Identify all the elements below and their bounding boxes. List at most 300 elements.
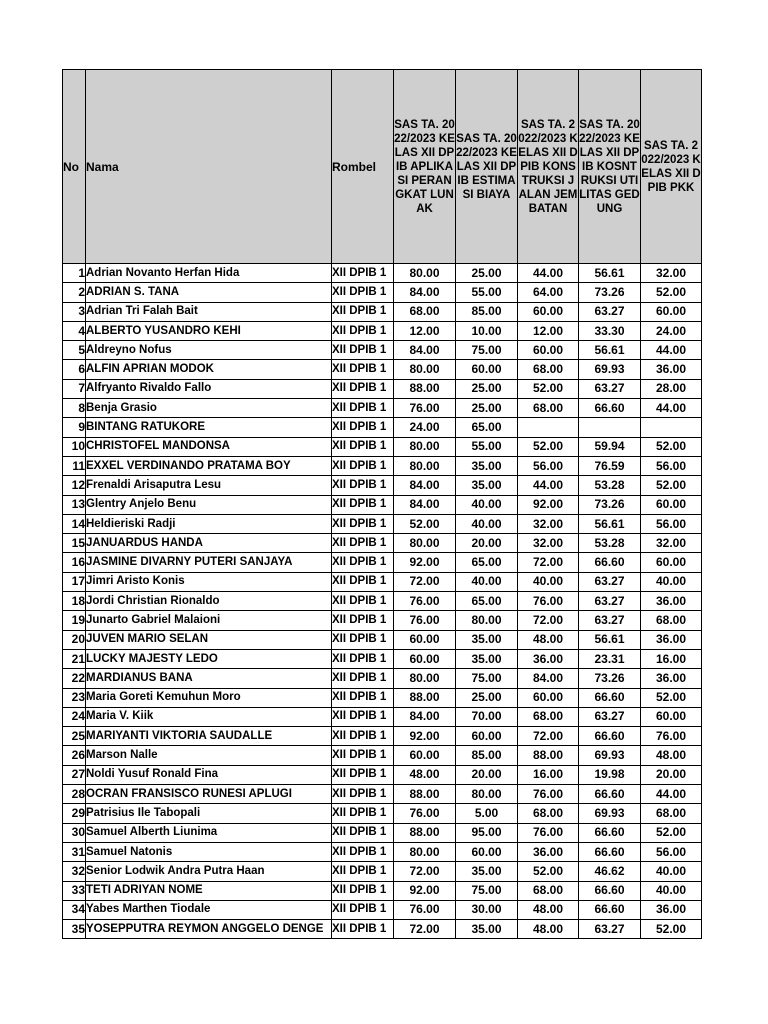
cell-aplikasi-perangkat-lunak: 84.00 bbox=[394, 283, 456, 302]
cell-konstruksi-utilitas-gedung: 56.61 bbox=[579, 264, 641, 283]
cell-rombel: XII DPIB 1 bbox=[332, 900, 394, 919]
header-konstruksi-utilitas-gedung: SAS TA. 2022/2023 KELAS XII DPIB KOSNTRUKSI UTILITAS GEDUNG bbox=[579, 70, 641, 264]
cell-estimasi-biaya: 75.00 bbox=[456, 341, 518, 360]
cell-estimasi-biaya: 30.00 bbox=[456, 900, 518, 919]
cell-konstruksi-utilitas-gedung: 56.61 bbox=[579, 514, 641, 533]
cell-nama: Patrisius Ile Tabopali bbox=[86, 804, 332, 823]
cell-no: 7 bbox=[63, 379, 86, 398]
table-row bbox=[63, 360, 702, 379]
cell-aplikasi-perangkat-lunak: 76.00 bbox=[394, 804, 456, 823]
header-no: No bbox=[63, 70, 86, 264]
cell-rombel: XII DPIB 1 bbox=[332, 264, 394, 283]
cell-no: 16 bbox=[63, 553, 86, 572]
cell-estimasi-biaya: 20.00 bbox=[456, 534, 518, 553]
cell-konstruksi-utilitas-gedung bbox=[579, 418, 641, 437]
cell-no: 4 bbox=[63, 321, 86, 340]
cell-pkk: 48.00 bbox=[641, 746, 702, 765]
cell-nama: LUCKY MAJESTY LEDO bbox=[86, 649, 332, 668]
cell-rombel: XII DPIB 1 bbox=[332, 283, 394, 302]
cell-pkk bbox=[641, 418, 702, 437]
cell-no: 27 bbox=[63, 765, 86, 784]
cell-aplikasi-perangkat-lunak: 76.00 bbox=[394, 399, 456, 418]
cell-pkk: 56.00 bbox=[641, 842, 702, 861]
cell-konstruksi-utilitas-gedung: 76.59 bbox=[579, 456, 641, 475]
cell-konstruksi-jalan-jembatan: 68.00 bbox=[518, 707, 579, 726]
cell-rombel: XII DPIB 1 bbox=[332, 881, 394, 900]
cell-konstruksi-utilitas-gedung: 53.28 bbox=[579, 534, 641, 553]
cell-estimasi-biaya: 20.00 bbox=[456, 765, 518, 784]
cell-no: 21 bbox=[63, 649, 86, 668]
cell-nama: Samuel Alberth Liunima bbox=[86, 823, 332, 842]
cell-pkk: 40.00 bbox=[641, 862, 702, 881]
cell-pkk: 52.00 bbox=[641, 688, 702, 707]
header-rombel: Rombel bbox=[332, 70, 394, 264]
cell-konstruksi-jalan-jembatan: 72.00 bbox=[518, 553, 579, 572]
table-row bbox=[63, 611, 702, 630]
cell-no: 35 bbox=[63, 920, 86, 939]
header-aplikasi-perangkat-lunak: SAS TA. 2022/2023 KELAS XII DPIB APLIKASI PERANGKAT LUNAK bbox=[394, 70, 456, 264]
cell-nama: MARIYANTI VIKTORIA SAUDALLE bbox=[86, 727, 332, 746]
cell-rombel: XII DPIB 1 bbox=[332, 630, 394, 649]
cell-rombel: XII DPIB 1 bbox=[332, 727, 394, 746]
cell-nama: Frenaldi Arisaputra Lesu bbox=[86, 476, 332, 495]
cell-konstruksi-utilitas-gedung: 73.26 bbox=[579, 495, 641, 514]
cell-konstruksi-utilitas-gedung: 69.93 bbox=[579, 360, 641, 379]
cell-no: 32 bbox=[63, 862, 86, 881]
cell-no: 1 bbox=[63, 264, 86, 283]
cell-pkk: 56.00 bbox=[641, 514, 702, 533]
cell-nama: Aldreyno Nofus bbox=[86, 341, 332, 360]
cell-konstruksi-utilitas-gedung: 63.27 bbox=[579, 572, 641, 591]
cell-rombel: XII DPIB 1 bbox=[332, 862, 394, 881]
cell-nama: ADRIAN S. TANA bbox=[86, 283, 332, 302]
cell-konstruksi-utilitas-gedung: 33.30 bbox=[579, 321, 641, 340]
cell-aplikasi-perangkat-lunak: 24.00 bbox=[394, 418, 456, 437]
cell-nama: JANUARDUS HANDA bbox=[86, 534, 332, 553]
cell-rombel: XII DPIB 1 bbox=[332, 707, 394, 726]
cell-nama: Benja Grasio bbox=[86, 399, 332, 418]
table-row bbox=[63, 283, 702, 302]
table-row bbox=[63, 379, 702, 398]
cell-konstruksi-utilitas-gedung: 56.61 bbox=[579, 341, 641, 360]
cell-no: 33 bbox=[63, 881, 86, 900]
cell-estimasi-biaya: 60.00 bbox=[456, 360, 518, 379]
cell-konstruksi-utilitas-gedung: 63.27 bbox=[579, 302, 641, 321]
cell-nama: CHRISTOFEL MANDONSA bbox=[86, 437, 332, 456]
cell-estimasi-biaya: 25.00 bbox=[456, 379, 518, 398]
cell-pkk: 16.00 bbox=[641, 649, 702, 668]
cell-konstruksi-jalan-jembatan: 32.00 bbox=[518, 514, 579, 533]
cell-pkk: 36.00 bbox=[641, 669, 702, 688]
cell-pkk: 40.00 bbox=[641, 572, 702, 591]
table-row bbox=[63, 746, 702, 765]
cell-pkk: 60.00 bbox=[641, 553, 702, 572]
cell-pkk: 36.00 bbox=[641, 900, 702, 919]
cell-estimasi-biaya: 5.00 bbox=[456, 804, 518, 823]
cell-konstruksi-utilitas-gedung: 63.27 bbox=[579, 592, 641, 611]
cell-pkk: 20.00 bbox=[641, 765, 702, 784]
cell-estimasi-biaya: 40.00 bbox=[456, 572, 518, 591]
cell-konstruksi-jalan-jembatan: 52.00 bbox=[518, 862, 579, 881]
cell-rombel: XII DPIB 1 bbox=[332, 592, 394, 611]
cell-konstruksi-jalan-jembatan: 52.00 bbox=[518, 437, 579, 456]
cell-rombel: XII DPIB 1 bbox=[332, 669, 394, 688]
table-row bbox=[63, 707, 702, 726]
cell-konstruksi-jalan-jembatan: 92.00 bbox=[518, 495, 579, 514]
cell-nama: JUVEN MARIO SELAN bbox=[86, 630, 332, 649]
cell-pkk: 52.00 bbox=[641, 476, 702, 495]
cell-estimasi-biaya: 65.00 bbox=[456, 553, 518, 572]
cell-aplikasi-perangkat-lunak: 72.00 bbox=[394, 920, 456, 939]
cell-nama: TETI ADRIYAN NOME bbox=[86, 881, 332, 900]
cell-estimasi-biaya: 35.00 bbox=[456, 476, 518, 495]
cell-pkk: 52.00 bbox=[641, 920, 702, 939]
table-row bbox=[63, 804, 702, 823]
cell-rombel: XII DPIB 1 bbox=[332, 534, 394, 553]
cell-aplikasi-perangkat-lunak: 76.00 bbox=[394, 900, 456, 919]
cell-konstruksi-utilitas-gedung: 66.60 bbox=[579, 727, 641, 746]
cell-pkk: 56.00 bbox=[641, 456, 702, 475]
table-row bbox=[63, 920, 702, 939]
cell-konstruksi-jalan-jembatan: 88.00 bbox=[518, 746, 579, 765]
cell-nama: Junarto Gabriel Malaioni bbox=[86, 611, 332, 630]
cell-konstruksi-jalan-jembatan bbox=[518, 418, 579, 437]
table-row bbox=[63, 302, 702, 321]
cell-konstruksi-jalan-jembatan: 16.00 bbox=[518, 765, 579, 784]
cell-no: 34 bbox=[63, 900, 86, 919]
cell-aplikasi-perangkat-lunak: 80.00 bbox=[394, 264, 456, 283]
cell-konstruksi-utilitas-gedung: 63.27 bbox=[579, 379, 641, 398]
cell-konstruksi-utilitas-gedung: 66.60 bbox=[579, 842, 641, 861]
cell-nama: Adrian Novanto Herfan Hida bbox=[86, 264, 332, 283]
cell-estimasi-biaya: 95.00 bbox=[456, 823, 518, 842]
cell-estimasi-biaya: 80.00 bbox=[456, 785, 518, 804]
cell-pkk: 60.00 bbox=[641, 302, 702, 321]
cell-no: 3 bbox=[63, 302, 86, 321]
cell-nama: Noldi Yusuf Ronald Fina bbox=[86, 765, 332, 784]
cell-nama: Jordi Christian Rionaldo bbox=[86, 592, 332, 611]
cell-konstruksi-utilitas-gedung: 69.93 bbox=[579, 804, 641, 823]
cell-konstruksi-jalan-jembatan: 40.00 bbox=[518, 572, 579, 591]
cell-konstruksi-jalan-jembatan: 32.00 bbox=[518, 534, 579, 553]
cell-no: 12 bbox=[63, 476, 86, 495]
cell-aplikasi-perangkat-lunak: 84.00 bbox=[394, 341, 456, 360]
cell-no: 15 bbox=[63, 534, 86, 553]
cell-rombel: XII DPIB 1 bbox=[332, 302, 394, 321]
cell-pkk: 44.00 bbox=[641, 399, 702, 418]
cell-aplikasi-perangkat-lunak: 52.00 bbox=[394, 514, 456, 533]
table-row bbox=[63, 495, 702, 514]
cell-konstruksi-jalan-jembatan: 68.00 bbox=[518, 399, 579, 418]
cell-konstruksi-utilitas-gedung: 19.98 bbox=[579, 765, 641, 784]
cell-pkk: 60.00 bbox=[641, 707, 702, 726]
cell-aplikasi-perangkat-lunak: 48.00 bbox=[394, 765, 456, 784]
cell-pkk: 76.00 bbox=[641, 727, 702, 746]
cell-rombel: XII DPIB 1 bbox=[332, 572, 394, 591]
cell-konstruksi-jalan-jembatan: 76.00 bbox=[518, 592, 579, 611]
cell-nama: Jimri Aristo Konis bbox=[86, 572, 332, 591]
table-row bbox=[63, 842, 702, 861]
cell-estimasi-biaya: 55.00 bbox=[456, 437, 518, 456]
header-nama: Nama bbox=[86, 70, 332, 264]
cell-konstruksi-utilitas-gedung: 66.60 bbox=[579, 553, 641, 572]
cell-no: 31 bbox=[63, 842, 86, 861]
cell-konstruksi-utilitas-gedung: 56.61 bbox=[579, 630, 641, 649]
cell-estimasi-biaya: 80.00 bbox=[456, 611, 518, 630]
cell-aplikasi-perangkat-lunak: 92.00 bbox=[394, 553, 456, 572]
cell-no: 29 bbox=[63, 804, 86, 823]
cell-aplikasi-perangkat-lunak: 60.00 bbox=[394, 746, 456, 765]
cell-nama: Glentry Anjelo Benu bbox=[86, 495, 332, 514]
cell-nama: MARDIANUS BANA bbox=[86, 669, 332, 688]
cell-konstruksi-jalan-jembatan: 60.00 bbox=[518, 688, 579, 707]
cell-nama: ALFIN APRIAN MODOK bbox=[86, 360, 332, 379]
cell-aplikasi-perangkat-lunak: 72.00 bbox=[394, 862, 456, 881]
cell-rombel: XII DPIB 1 bbox=[332, 688, 394, 707]
cell-pkk: 44.00 bbox=[641, 341, 702, 360]
cell-konstruksi-jalan-jembatan: 48.00 bbox=[518, 630, 579, 649]
cell-nama: Maria V. Kiik bbox=[86, 707, 332, 726]
cell-konstruksi-jalan-jembatan: 60.00 bbox=[518, 302, 579, 321]
table-row bbox=[63, 321, 702, 340]
cell-konstruksi-jalan-jembatan: 84.00 bbox=[518, 669, 579, 688]
table-row bbox=[63, 437, 702, 456]
cell-estimasi-biaya: 25.00 bbox=[456, 688, 518, 707]
cell-estimasi-biaya: 40.00 bbox=[456, 495, 518, 514]
cell-aplikasi-perangkat-lunak: 92.00 bbox=[394, 727, 456, 746]
cell-no: 17 bbox=[63, 572, 86, 591]
cell-aplikasi-perangkat-lunak: 80.00 bbox=[394, 360, 456, 379]
cell-no: 5 bbox=[63, 341, 86, 360]
cell-estimasi-biaya: 40.00 bbox=[456, 514, 518, 533]
cell-aplikasi-perangkat-lunak: 72.00 bbox=[394, 572, 456, 591]
cell-aplikasi-perangkat-lunak: 60.00 bbox=[394, 630, 456, 649]
cell-no: 22 bbox=[63, 669, 86, 688]
table-row bbox=[63, 592, 702, 611]
cell-rombel: XII DPIB 1 bbox=[332, 785, 394, 804]
cell-pkk: 68.00 bbox=[641, 804, 702, 823]
cell-nama: Heldieriski Radji bbox=[86, 514, 332, 533]
cell-estimasi-biaya: 85.00 bbox=[456, 746, 518, 765]
cell-nama: Adrian Tri Falah Bait bbox=[86, 302, 332, 321]
cell-rombel: XII DPIB 1 bbox=[332, 456, 394, 475]
cell-konstruksi-utilitas-gedung: 63.27 bbox=[579, 611, 641, 630]
cell-pkk: 52.00 bbox=[641, 437, 702, 456]
cell-konstruksi-jalan-jembatan: 44.00 bbox=[518, 476, 579, 495]
cell-rombel: XII DPIB 1 bbox=[332, 379, 394, 398]
cell-no: 10 bbox=[63, 437, 86, 456]
cell-aplikasi-perangkat-lunak: 68.00 bbox=[394, 302, 456, 321]
cell-estimasi-biaya: 60.00 bbox=[456, 727, 518, 746]
cell-konstruksi-utilitas-gedung: 66.60 bbox=[579, 785, 641, 804]
cell-konstruksi-utilitas-gedung: 46.62 bbox=[579, 862, 641, 881]
cell-estimasi-biaya: 65.00 bbox=[456, 592, 518, 611]
cell-no: 14 bbox=[63, 514, 86, 533]
cell-estimasi-biaya: 25.00 bbox=[456, 264, 518, 283]
header-estimasi-biaya: SAS TA. 2022/2023 KELAS XII DPIB ESTIMASI BIAYA bbox=[456, 70, 518, 264]
cell-nama: Alfryanto Rivaldo Fallo bbox=[86, 379, 332, 398]
cell-pkk: 32.00 bbox=[641, 534, 702, 553]
cell-konstruksi-utilitas-gedung: 59.94 bbox=[579, 437, 641, 456]
cell-nama: BINTANG RATUKORE bbox=[86, 418, 332, 437]
cell-rombel: XII DPIB 1 bbox=[332, 418, 394, 437]
cell-aplikasi-perangkat-lunak: 84.00 bbox=[394, 495, 456, 514]
cell-konstruksi-utilitas-gedung: 63.27 bbox=[579, 707, 641, 726]
table-row bbox=[63, 418, 702, 437]
cell-konstruksi-jalan-jembatan: 72.00 bbox=[518, 611, 579, 630]
cell-estimasi-biaya: 75.00 bbox=[456, 669, 518, 688]
cell-aplikasi-perangkat-lunak: 60.00 bbox=[394, 649, 456, 668]
cell-konstruksi-utilitas-gedung: 53.28 bbox=[579, 476, 641, 495]
cell-no: 30 bbox=[63, 823, 86, 842]
table-row bbox=[63, 785, 702, 804]
cell-rombel: XII DPIB 1 bbox=[332, 399, 394, 418]
cell-nama: JASMINE DIVARNY PUTERI SANJAYA bbox=[86, 553, 332, 572]
table-row bbox=[63, 649, 702, 668]
cell-konstruksi-utilitas-gedung: 69.93 bbox=[579, 746, 641, 765]
cell-konstruksi-jalan-jembatan: 68.00 bbox=[518, 804, 579, 823]
cell-no: 13 bbox=[63, 495, 86, 514]
cell-aplikasi-perangkat-lunak: 88.00 bbox=[394, 688, 456, 707]
cell-no: 25 bbox=[63, 727, 86, 746]
cell-konstruksi-jalan-jembatan: 36.00 bbox=[518, 649, 579, 668]
cell-aplikasi-perangkat-lunak: 80.00 bbox=[394, 437, 456, 456]
cell-pkk: 44.00 bbox=[641, 785, 702, 804]
cell-konstruksi-jalan-jembatan: 60.00 bbox=[518, 341, 579, 360]
cell-nama: EXXEL VERDINANDO PRATAMA BOY bbox=[86, 456, 332, 475]
cell-nama: Maria Goreti Kemuhun Moro bbox=[86, 688, 332, 707]
cell-konstruksi-jalan-jembatan: 68.00 bbox=[518, 360, 579, 379]
cell-pkk: 36.00 bbox=[641, 592, 702, 611]
table-header bbox=[63, 70, 702, 264]
cell-konstruksi-jalan-jembatan: 12.00 bbox=[518, 321, 579, 340]
cell-pkk: 24.00 bbox=[641, 321, 702, 340]
cell-no: 9 bbox=[63, 418, 86, 437]
cell-rombel: XII DPIB 1 bbox=[332, 842, 394, 861]
table-row bbox=[63, 534, 702, 553]
cell-no: 11 bbox=[63, 456, 86, 475]
cell-estimasi-biaya: 35.00 bbox=[456, 630, 518, 649]
cell-estimasi-biaya: 65.00 bbox=[456, 418, 518, 437]
cell-aplikasi-perangkat-lunak: 76.00 bbox=[394, 611, 456, 630]
cell-no: 28 bbox=[63, 785, 86, 804]
cell-no: 8 bbox=[63, 399, 86, 418]
cell-konstruksi-utilitas-gedung: 66.60 bbox=[579, 881, 641, 900]
cell-konstruksi-jalan-jembatan: 44.00 bbox=[518, 264, 579, 283]
cell-aplikasi-perangkat-lunak: 80.00 bbox=[394, 842, 456, 861]
header-pkk: SAS TA. 2022/2023 KELAS XII DPIB PKK bbox=[641, 70, 702, 264]
cell-nama: Marson Nalle bbox=[86, 746, 332, 765]
cell-nama: YOSEPPUTRA REYMON ANGGELO DENGE bbox=[86, 920, 332, 939]
cell-no: 2 bbox=[63, 283, 86, 302]
cell-aplikasi-perangkat-lunak: 12.00 bbox=[394, 321, 456, 340]
cell-estimasi-biaya: 75.00 bbox=[456, 881, 518, 900]
cell-rombel: XII DPIB 1 bbox=[332, 649, 394, 668]
cell-aplikasi-perangkat-lunak: 80.00 bbox=[394, 456, 456, 475]
cell-rombel: XII DPIB 1 bbox=[332, 553, 394, 572]
cell-rombel: XII DPIB 1 bbox=[332, 804, 394, 823]
cell-aplikasi-perangkat-lunak: 84.00 bbox=[394, 707, 456, 726]
header-konstruksi-jalan-jembatan: SAS TA. 2022/2023 KELAS XII DPIB KONSTRUKSI JALAN JEMBATAN bbox=[518, 70, 579, 264]
cell-aplikasi-perangkat-lunak: 88.00 bbox=[394, 823, 456, 842]
cell-estimasi-biaya: 35.00 bbox=[456, 862, 518, 881]
cell-rombel: XII DPIB 1 bbox=[332, 476, 394, 495]
cell-no: 23 bbox=[63, 688, 86, 707]
table-row bbox=[63, 514, 702, 533]
cell-rombel: XII DPIB 1 bbox=[332, 341, 394, 360]
cell-nama: ALBERTO YUSANDRO KEHI bbox=[86, 321, 332, 340]
cell-konstruksi-jalan-jembatan: 48.00 bbox=[518, 920, 579, 939]
cell-aplikasi-perangkat-lunak: 88.00 bbox=[394, 785, 456, 804]
cell-rombel: XII DPIB 1 bbox=[332, 321, 394, 340]
cell-aplikasi-perangkat-lunak: 76.00 bbox=[394, 592, 456, 611]
cell-estimasi-biaya: 25.00 bbox=[456, 399, 518, 418]
cell-konstruksi-utilitas-gedung: 66.60 bbox=[579, 823, 641, 842]
table-row bbox=[63, 900, 702, 919]
cell-rombel: XII DPIB 1 bbox=[332, 611, 394, 630]
cell-estimasi-biaya: 35.00 bbox=[456, 649, 518, 668]
table-row bbox=[63, 669, 702, 688]
cell-no: 6 bbox=[63, 360, 86, 379]
table-row bbox=[63, 727, 702, 746]
cell-nama: Samuel Natonis bbox=[86, 842, 332, 861]
cell-no: 26 bbox=[63, 746, 86, 765]
table-body bbox=[63, 264, 702, 939]
table-row bbox=[63, 630, 702, 649]
cell-estimasi-biaya: 70.00 bbox=[456, 707, 518, 726]
cell-pkk: 32.00 bbox=[641, 264, 702, 283]
cell-estimasi-biaya: 60.00 bbox=[456, 842, 518, 861]
table-row bbox=[63, 476, 702, 495]
cell-konstruksi-utilitas-gedung: 73.26 bbox=[579, 669, 641, 688]
cell-pkk: 52.00 bbox=[641, 823, 702, 842]
grades-table bbox=[62, 69, 702, 939]
cell-konstruksi-jalan-jembatan: 56.00 bbox=[518, 456, 579, 475]
cell-no: 19 bbox=[63, 611, 86, 630]
cell-konstruksi-utilitas-gedung: 23.31 bbox=[579, 649, 641, 668]
cell-aplikasi-perangkat-lunak: 80.00 bbox=[394, 669, 456, 688]
table-row bbox=[63, 688, 702, 707]
table-row bbox=[63, 553, 702, 572]
cell-nama: Senior Lodwik Andra Putra Haan bbox=[86, 862, 332, 881]
cell-konstruksi-jalan-jembatan: 76.00 bbox=[518, 823, 579, 842]
cell-pkk: 60.00 bbox=[641, 495, 702, 514]
cell-konstruksi-jalan-jembatan: 52.00 bbox=[518, 379, 579, 398]
header-row bbox=[63, 70, 702, 264]
cell-rombel: XII DPIB 1 bbox=[332, 823, 394, 842]
cell-rombel: XII DPIB 1 bbox=[332, 360, 394, 379]
cell-no: 24 bbox=[63, 707, 86, 726]
cell-estimasi-biaya: 85.00 bbox=[456, 302, 518, 321]
cell-konstruksi-jalan-jembatan: 72.00 bbox=[518, 727, 579, 746]
cell-pkk: 36.00 bbox=[641, 360, 702, 379]
cell-aplikasi-perangkat-lunak: 88.00 bbox=[394, 379, 456, 398]
cell-rombel: XII DPIB 1 bbox=[332, 765, 394, 784]
cell-aplikasi-perangkat-lunak: 92.00 bbox=[394, 881, 456, 900]
cell-pkk: 52.00 bbox=[641, 283, 702, 302]
cell-rombel: XII DPIB 1 bbox=[332, 514, 394, 533]
cell-konstruksi-jalan-jembatan: 36.00 bbox=[518, 842, 579, 861]
table-row bbox=[63, 823, 702, 842]
cell-rombel: XII DPIB 1 bbox=[332, 437, 394, 456]
cell-rombel: XII DPIB 1 bbox=[332, 920, 394, 939]
cell-konstruksi-jalan-jembatan: 68.00 bbox=[518, 881, 579, 900]
cell-rombel: XII DPIB 1 bbox=[332, 746, 394, 765]
cell-rombel: XII DPIB 1 bbox=[332, 495, 394, 514]
cell-no: 18 bbox=[63, 592, 86, 611]
cell-aplikasi-perangkat-lunak: 84.00 bbox=[394, 476, 456, 495]
cell-konstruksi-utilitas-gedung: 66.60 bbox=[579, 688, 641, 707]
